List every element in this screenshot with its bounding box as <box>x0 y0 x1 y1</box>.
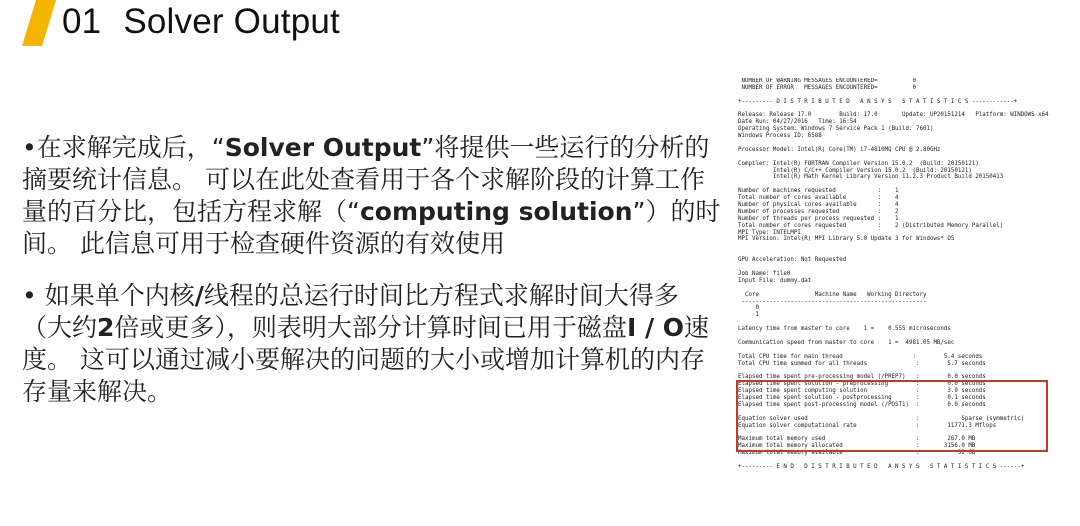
bullet-text-part: Solver Output <box>224 133 422 162</box>
output-line <box>738 154 1056 161</box>
bullet-text-part: 线程的总运行时间比方程式求解时间大得多（大约 <box>22 281 679 342</box>
output-line: Equation solver used : Sparse (symmetric) <box>738 415 1025 422</box>
output-line <box>738 457 1056 464</box>
output-line: MPI Type: INTELMPI <box>738 229 801 236</box>
section-number: 01 <box>62 2 102 41</box>
output-line: Elapsed time spent solution - postprocessing : 0.1 seconds <box>738 394 986 401</box>
bullet-text-part: computing solution <box>359 197 633 226</box>
bullet-item-io-hint <box>22 280 722 408</box>
output-line <box>738 367 1056 374</box>
bullet-text-part: ”将提供一些运行的分析的摘要统计信息。 可以在此处查看用于各个求解阶段的计算工作量的百分比，包括方程求解（“ <box>22 133 710 226</box>
bullet-text-part: • 如果单个内核 <box>22 281 195 310</box>
output-line <box>738 285 1056 292</box>
output-line: Total CPU time summed for all threads : 5.7 seconds <box>738 360 986 367</box>
output-line: Number of machines requested : 1 <box>738 188 899 195</box>
highlight-box <box>736 380 1048 452</box>
output-line: Job Name: file0 <box>738 270 791 277</box>
output-line: Date Run: 04/27/2016 Time: 16:54 <box>738 119 857 126</box>
output-line: Total number of cores available : 4 <box>738 195 899 202</box>
output-line: Elapsed time spent computing solution : 3.9 seconds <box>738 388 986 395</box>
output-line: Maximum total memory used : 267.0 MB <box>738 436 976 443</box>
bullet-text-part: ”）的时间。 此信息可用于检查硬件资源的有效使用 <box>22 197 721 258</box>
output-line: NUMBER OF ERROR MESSAGES ENCOUNTERED= 0 <box>738 84 916 91</box>
output-line: Intel(R) Math Kernel Library Version 11.2.3 Product Build 20150413 <box>738 174 1004 181</box>
output-line: Operating System: Windows 7 Service Pack 1 (Build: 7601) <box>738 126 934 133</box>
output-line <box>738 250 1056 257</box>
output-line: +--------- E N D D I S T R I B U T E D A N S Y S S T A T I S T I C S ------+ <box>738 463 1025 470</box>
output-line <box>738 181 1056 188</box>
output-line <box>738 264 1056 271</box>
output-line <box>738 347 1056 354</box>
bullet-item-summary <box>22 132 722 260</box>
solver-output-screenshot <box>738 78 1056 518</box>
output-line: Latency time from master to core 1 = 0.555 microseconds <box>738 326 951 333</box>
output-line: Number of physical cores available : 4 <box>738 202 899 209</box>
output-line: Release: Release 17.0 Build: 17.0 Update: UP20151214 Platform: WINDOWS x64 <box>738 112 1049 119</box>
output-line: ----------------------------------------------------- <box>738 298 927 305</box>
output-line: Windows Process ID: 6588 <box>738 133 822 140</box>
output-line <box>738 140 1056 147</box>
output-line: Processor Model: Intel(R) Core(TM) i7-4810MQ CPU @ 2.80GHz <box>738 146 941 153</box>
output-line: Compiler: Intel(R) FORTRAN Compiler Version 15.0.2 (Build: 20150121) <box>738 160 979 167</box>
output-line: 1 <box>738 312 759 319</box>
output-line: Core Machine Name Working Directory <box>738 291 927 298</box>
output-line: Maximum total memory allocated : 3156.0 MB <box>738 443 976 450</box>
output-line: Total number of cores requested : 2 (Distributed Memory Parallel) <box>738 222 1004 229</box>
output-line <box>738 92 1056 99</box>
bullet-text-part: 2 <box>97 313 115 342</box>
output-line <box>738 319 1056 326</box>
bullet-list <box>22 132 722 408</box>
output-line <box>738 243 1056 250</box>
output-line: +--------- D I S T R I B U T E D A N S Y S S T A T I S T I C S ------------+ <box>738 98 1018 105</box>
bullet-text-part: 速度。 这可以通过减小要解决的问题的大小或增加计算机的内存存量来解决。 <box>22 313 710 406</box>
output-line: GPU Acceleration: Not Requested <box>738 257 847 264</box>
bullet-text-part: I / O <box>626 313 685 342</box>
output-line: Maximum total memory available : 32 GB <box>738 450 976 457</box>
output-line: Number of processes requested : 2 <box>738 208 899 215</box>
output-line: Number of threads per process requested : 1 <box>738 215 899 222</box>
output-line: Elapsed time spent pre-processing model (/PREP7) : 0.0 seconds <box>738 374 986 381</box>
output-line: Input File: dummy.dat <box>738 277 812 284</box>
output-line <box>738 106 1056 113</box>
output-line: Intel(R) C/C++ Compiler Version 15.0.2 (Build: 20150121) <box>738 167 972 174</box>
output-line: MPI Version: Intel(R) MPI Library 5.0 Update 3 for Windows* OS <box>738 236 955 243</box>
output-line: Elapsed time spent post-processing model (/POST1) : 0.0 seconds <box>738 401 986 408</box>
output-line: 0 <box>738 305 759 312</box>
section-title: Solver Output <box>123 2 340 41</box>
bullet-text-part: 倍或更多），则表明大部分计算时间已用于磁盘 <box>114 313 627 342</box>
output-line <box>738 333 1056 340</box>
output-line: Elapsed time spent solution - preprocessing : 0.0 seconds <box>738 381 986 388</box>
output-line: Equation solver computational rate : 11771.3 Mflops <box>738 422 997 429</box>
accent-slash-icon <box>22 0 56 46</box>
output-line: NUMBER OF WARNING MESSAGES ENCOUNTERED= 0 <box>738 78 916 84</box>
bullet-text-part: / <box>194 281 204 310</box>
output-line: Communication speed from master to core 1 = 4981.05 MB/sec <box>738 339 955 346</box>
page-title <box>62 2 340 42</box>
output-line: Total CPU time for main thread : 5.4 seconds <box>738 353 983 360</box>
bullet-text-part: •在求解完成后，“ <box>22 133 225 162</box>
